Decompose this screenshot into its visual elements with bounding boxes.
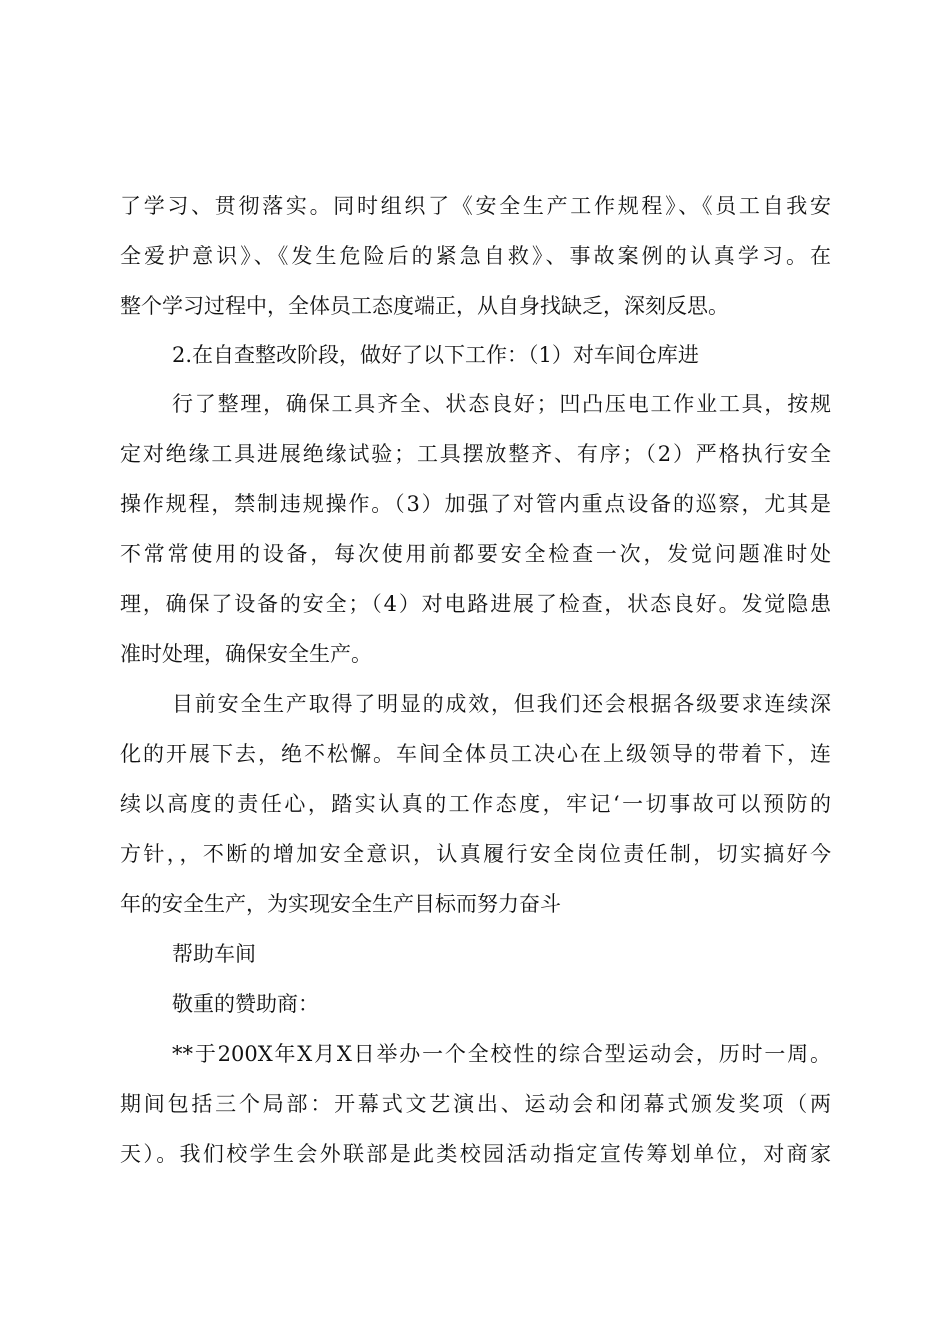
text-line: 2.在自查整改阶段，做好了以下工作：（1）对车间仓库进 — [172, 343, 699, 367]
text-line: 期间包括三个局部：开幕式文艺演出、运动会和闭幕式颁发奖项（两 — [120, 1092, 831, 1116]
text-line: 定对绝缘工具进展绝缘试验；工具摆放整齐、有序；（2）严格执行安全 — [120, 442, 831, 466]
text-line: 操作规程，禁制违规操作。（3）加强了对管内重点设备的巡察，尤其是 — [120, 492, 831, 516]
text-line: 整个学习过程中，全体员工态度端正，从自身找缺乏，深刻反思。 — [120, 294, 729, 318]
text-line: 续以高度的责任心，踏实认真的工作态度，牢记‘一切事故可以预防的 — [120, 792, 831, 816]
text-line: 了学习、贯彻落实。同时组织了《安全生产工作规程》、《员工自我安 — [120, 194, 831, 218]
text-line: 帮助车间 — [172, 942, 256, 966]
text-line: 化的开展下去，绝不松懈。车间全体员工决心在上级领导的带着下，连 — [120, 742, 831, 766]
text-line: 天）。我们校学生会外联部是此类校园活动指定宣传筹划单位，对商家 — [120, 1142, 831, 1166]
text-line: 不常常使用的设备，每次使用前都要安全检查一次，发觉问题准时处 — [120, 542, 831, 566]
text-line: 敬重的赞助商： — [172, 992, 319, 1016]
text-line: 准时处理，确保安全生产。 — [120, 642, 372, 666]
text-line: 方针，，不断的增加安全意识，认真履行安全岗位责任制，切实搞好今 — [120, 842, 831, 866]
text-line: 理，确保了设备的安全；（4）对电路进展了检查，状态良好。发觉隐患 — [120, 592, 831, 616]
text-line: 行了整理，确保工具齐全、状态良好；凹凸压电工作业工具，按规 — [172, 392, 831, 416]
text-line: **于200X年X月X日举办一个全校性的综合型运动会，历时一周。 — [172, 1042, 831, 1066]
text-line: 目前安全生产取得了明显的成效，但我们还会根据各级要求连续深 — [172, 692, 831, 716]
text-line: 全爱护意识》、《发生危险后的紧急自救》、事故案例的认真学习。在 — [120, 244, 831, 268]
text-line: 年的安全生产，为实现安全生产目标而努力奋斗 — [120, 892, 561, 916]
